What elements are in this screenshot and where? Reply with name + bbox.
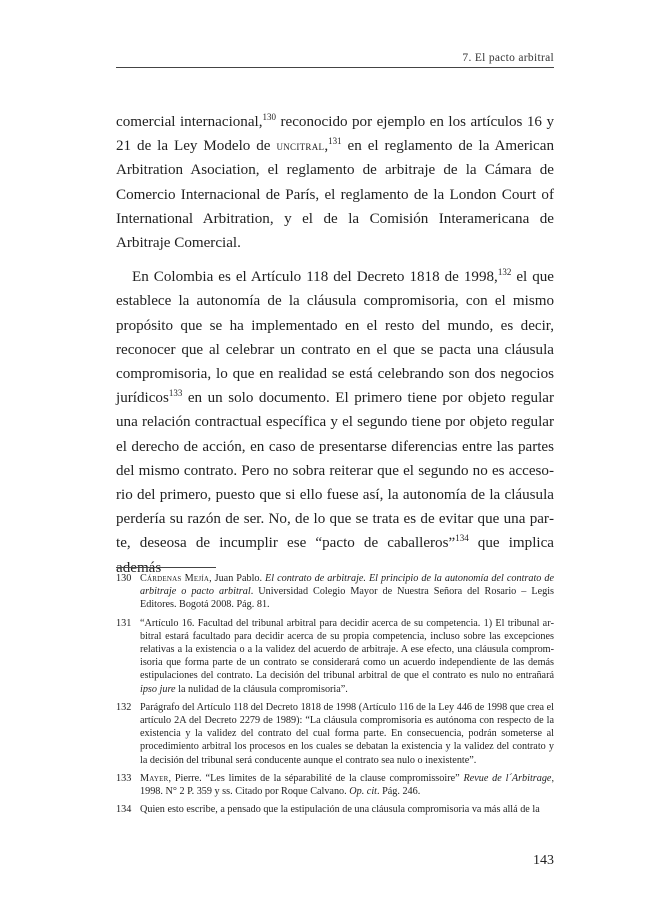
footnote-rule [116,567,216,568]
body-text [116,110,554,580]
footnote-number: 133 [116,772,132,784]
footnote-130 [116,572,554,612]
footnote-131 [116,617,554,696]
footnote-text: Parágrafo del Artículo 118 del Decreto 1818 de 1998 (Artículo 116 de la Ley 446 de 1998 que crea el artículo 2A del Decreto 2279 de 1989): “La cláusula compromisoria es autónoma con respecto de la existencia y la validez del contrato del cual forma parte. En consecuencia, podrán someterse al procedimiento arbitral los procesos en los cuales se debatan la existencia y la validez del contrato y la decisión del tribunal será conducente aunque el contrato sea nulo o inexistente”. [140,701,554,766]
footnote-ref-134[interactable]: 134 [455,533,469,544]
footnote-text: “Artículo 16. Facultad del tribunal arbitral para decidir acerca de su competencia. 1) El tribunal arbitral estará facultado para decidir acerca de su propia competencia, incluso sobre las excepciones relativas a la existencia o a la validez del acuerdo de arbitraje. A ese efecto, una cláusula compromisoria que forma parte de un contrato se considerará como un acuerdo independiente de las demás estipulaciones del contrato. La decisión del tribunal arbitral de que el contrato es nulo no entrañará ipso jure la nulidad de la cláusula compromisoria”. [140,617,554,695]
footnotes [116,572,554,821]
header-rule [116,67,554,68]
footnote-number: 134 [116,804,132,816]
footnote-ref-132[interactable]: 132 [497,267,512,278]
footnote-ref-133[interactable]: 133 [168,388,183,399]
footnote-text: Quien esto escribe, a pensado que la estipulación de una cláusula compromisoria va más allá de la [140,804,540,816]
page-number: 143 [533,853,554,868]
footnote-132 [116,701,554,767]
footnote-134 [116,803,554,816]
footnote-text: Mayer, Pierre. “Les limites de la séparabilité de la clause compromissoire” Revue de l´Arbitrage, 1998. N° 2 P. 359 y ss. Citado por Roque Calvano. Op. cit. Pág. 246. [140,772,555,798]
paragraph-1: comercial internacional,$^{130}$ reconocido por ejemplo en los artículos 16 y 21 de la Ley Modelo de uncitral,$^{131}$ en el reglamento de la American Arbitration Asociation, el reglamento de arbitraje de la Cámara de Comercio Internacional de París, el reglamento de la London Court of International Arbitration, y el de la Comisión Interamericana de Arbitraje Comercial. [116,112,554,252]
uncitral-abbr: uncitral [276,138,325,154]
footnote-number: 131 [116,617,132,629]
footnote-133 [116,772,554,798]
running-header [116,52,554,64]
footnote-ref-131[interactable]: 131 [328,136,342,147]
footnote-number: 130 [116,573,132,584]
running-title: 7. El pacto arbitral [462,52,554,64]
footnote-ref-130[interactable]: 130 [262,112,277,122]
footnote-number: 132 [116,701,132,713]
footnote-text: Cárdenas Mejía, Juan Pablo. El contrato de arbitraje. El principio de la autonomía del contrato de arbitraje o pacto arbitral. Universidad Colegio Mayor de Nuestra Señora del Rosario – Legis Editores. Bogotá 2008. Pág. 81. [140,573,554,611]
paragraph-2: En Colombia es el Artículo 118 del Decreto 1818 de 1998,$^{132}$ el que establece la autonomía de la cláusula compromisoria, con el mismo propósito que se ha implementado en el resto del mundo, es decir, reconocer que al celebrar un contrato en el que se pacta una cláusula compromisoria, lo que en realidad se está celebrando son dos negocios jurídicos$^{133}$ en un solo documento. El primero tiene por objeto regular una relación contractual específica y el segundo tiene por objeto regular el derecho de acción, en caso de presentarse diferencias entre las partes del mismo contrato. Pero no sobra reiterar que el segundo no es accesorio del primero, puesto que si ello fuese así, la autonomía de la cláusula perdería su razón de ser. No, de lo que se trata es de evitar que una parte, deseosa de incumplir ese “pacto de caballeros”$^{134}$ que implica además [116,267,554,576]
